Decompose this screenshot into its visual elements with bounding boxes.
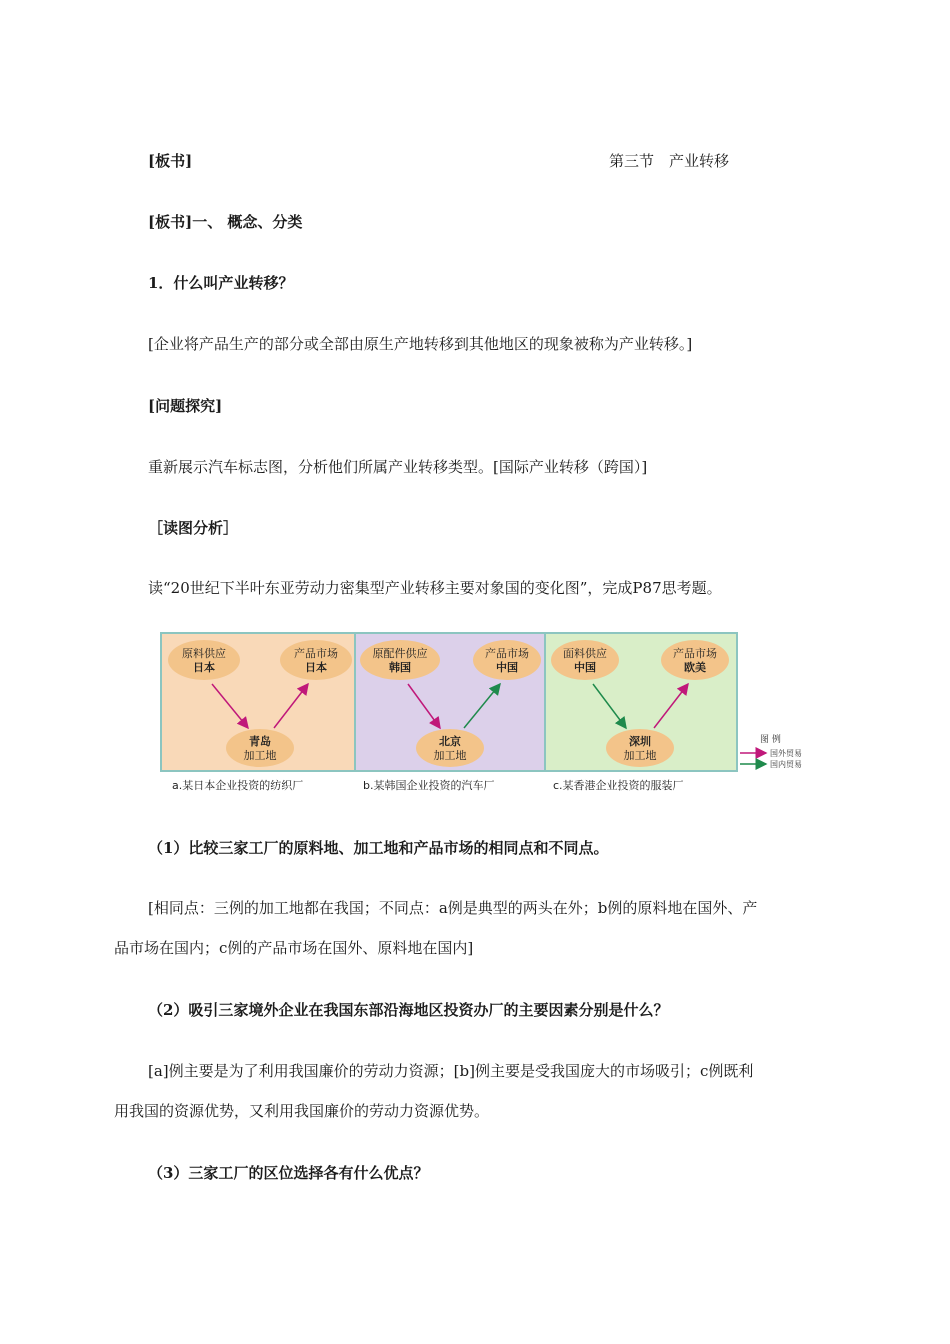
answer-1-line-1: [相同点：三例的加工地都在我国；不同点：a例是典型的两头在外；b例的原料地在国外、产 [148, 899, 758, 917]
plant-city-c: 深圳 [629, 735, 651, 748]
market-node-c [661, 640, 729, 680]
legend-domestic-label: 国内贸易 [770, 760, 802, 769]
answer-1-line-2: 品市场在国内；c例的产品市场在国外、原料地在国内] [114, 939, 474, 957]
source-country-a: 日本 [193, 661, 215, 674]
plant-city-b: 北京 [439, 735, 461, 748]
source-label-b: 原配件供应 [372, 647, 428, 660]
answer-definition: [企业将产品生产的部分或全部由原生产地转移到其他地区的现象被称为产业转移。] [148, 335, 693, 353]
board-label: [板书] [148, 152, 193, 170]
plant-label-a: 加工地 [243, 749, 277, 762]
caption-a: a.某日本企业投资的纺织厂 [172, 779, 304, 792]
source-label-a: 原料供应 [182, 647, 226, 660]
market-label-b: 产品市场 [485, 647, 529, 660]
market-country-a: 日本 [305, 661, 327, 674]
answer-2-line-2: 用我国的资源优势，又利用我国廉价的劳动力资源优势。 [114, 1102, 490, 1120]
legend [740, 733, 802, 769]
plant-city-a: 青岛 [249, 735, 271, 748]
market-country-c: 欧美 [684, 661, 706, 674]
section-title: 第三节 产业转移 [609, 152, 730, 170]
market-node-a [280, 640, 352, 680]
market-country-b: 中国 [496, 661, 518, 674]
question-2: （2）吸引三家境外企业在我国东部沿海地区投资办厂的主要因素分别是什么？ [148, 1001, 669, 1019]
caption-c: c.某香港企业投资的服装厂 [553, 779, 684, 792]
market-label-a: 产品市场 [294, 647, 338, 660]
legend-title: 图 例 [760, 735, 781, 745]
source-country-b: 韩国 [389, 661, 411, 674]
source-node-a [168, 640, 240, 680]
inquiry-text: 重新展示汽车标志图，分析他们所属产业转移类型。[国际产业转移（跨国）] [148, 458, 648, 476]
question-3: （3）三家工厂的区位选择各有什么优点？ [148, 1164, 429, 1182]
industry-transfer-diagram [160, 632, 836, 802]
concept-heading: [板书]一、 概念、分类 [148, 213, 303, 231]
source-country-c: 中国 [574, 661, 596, 674]
market-label-c: 产品市场 [673, 647, 717, 660]
source-node-c [551, 640, 619, 680]
plant-label-c: 加工地 [623, 749, 657, 762]
reading-text: 读“20世纪下半叶东亚劳动力密集型产业转移主要对象国的变化图”，完成P87思考题。 [148, 579, 722, 597]
source-label-c: 面料供应 [563, 647, 607, 660]
market-node-b [473, 640, 541, 680]
source-node-b [360, 640, 440, 680]
question-definition: 1．什么叫产业转移？ [148, 274, 294, 292]
answer-2-line-1: [a]例主要是为了利用我国廉价的劳动力资源；[b]例主要是受我国庞大的市场吸引；c例既利 [148, 1062, 754, 1080]
legend-foreign-label: 国外贸易 [770, 749, 802, 758]
question-1: （1）比较三家工厂的原料地、加工地和产品市场的相同点和不同点。 [148, 839, 609, 857]
caption-b: b.某韩国企业投资的汽车厂 [363, 779, 495, 792]
plant-label-b: 加工地 [433, 749, 467, 762]
inquiry-heading: [问题探究] [148, 397, 223, 415]
reading-heading: ［读图分析］ [148, 519, 239, 537]
